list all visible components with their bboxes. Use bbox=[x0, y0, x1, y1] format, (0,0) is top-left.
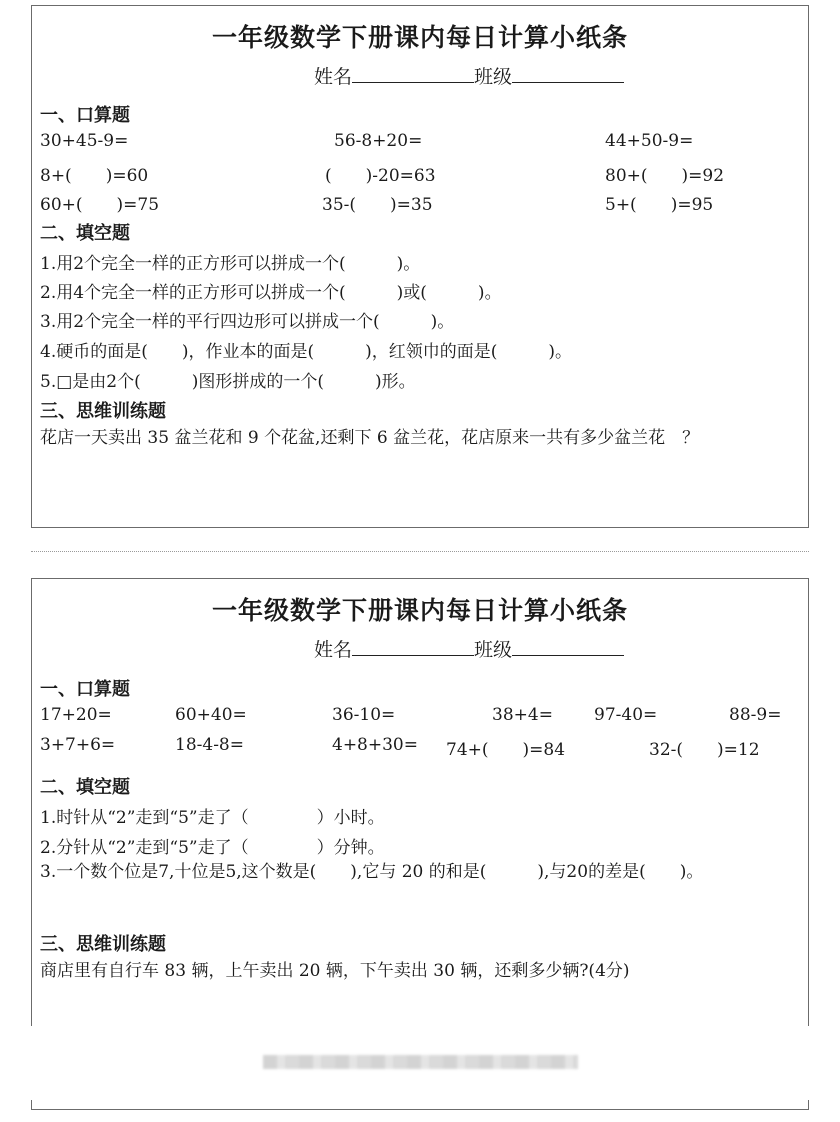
oral-item: 36-10= bbox=[332, 705, 396, 725]
oral-item: 60+40= bbox=[175, 705, 247, 725]
section-heading-thinking: 三、思维训练题 bbox=[40, 934, 166, 955]
fill-item: 2.分针从“2”走到“5”走了（ ）分钟。 bbox=[40, 838, 385, 858]
section-heading-fill: 二、填空题 bbox=[40, 223, 130, 244]
oral-item: 5+( )=95 bbox=[605, 195, 714, 215]
oral-item: 97-40= bbox=[594, 705, 658, 725]
fill-item: 3.用2个完全一样的平行四边形可以拼成一个( )。 bbox=[40, 312, 455, 332]
oral-item: 44+50-9= bbox=[605, 131, 694, 151]
fill-item: 1.用2个完全一样的正方形可以拼成一个( )。 bbox=[40, 254, 421, 274]
page-title: 一年级数学下册课内每日计算小纸条 bbox=[211, 596, 628, 625]
section-heading-oral: 一、口算题 bbox=[40, 105, 130, 126]
oral-item: 80+( )=92 bbox=[605, 166, 725, 186]
name-label: 姓名 bbox=[314, 66, 353, 88]
class-blank[interactable] bbox=[512, 635, 624, 656]
thinking-question: 花店一天卖出 35 盆兰花和 9 个花盆,还剩下 6 盆兰花，花店原来一共有多少盆兰花 ？ bbox=[40, 428, 700, 448]
oral-item: 38+4= bbox=[492, 705, 553, 725]
name-label: 姓名 bbox=[314, 639, 353, 661]
fill-item: 1.时针从“2”走到“5”走了（ ）小时。 bbox=[40, 808, 385, 828]
section-heading-thinking: 三、思维训练题 bbox=[40, 401, 166, 422]
section-heading-fill: 二、填空题 bbox=[40, 777, 130, 798]
oral-item: 8+( )=60 bbox=[40, 166, 149, 186]
oral-item: 88-9= bbox=[729, 705, 782, 725]
class-label: 班级 bbox=[474, 66, 513, 88]
class-blank[interactable] bbox=[512, 62, 624, 83]
oral-item: 56-8+20= bbox=[334, 131, 423, 151]
oral-item: 35-( )=35 bbox=[322, 195, 433, 215]
worksheet-2 bbox=[31, 578, 809, 1026]
bottom-border bbox=[31, 1109, 809, 1110]
oral-item: 32-( )=12 bbox=[649, 740, 760, 760]
oral-item: 17+20= bbox=[40, 705, 112, 725]
oral-item: 18-4-8= bbox=[175, 735, 244, 755]
oral-item: 74+( )=84 bbox=[446, 740, 566, 760]
fill-item: 5.□是由2个( )图形拼成的一个( )形。 bbox=[40, 372, 416, 392]
name-blank[interactable] bbox=[352, 635, 474, 656]
page-title: 一年级数学下册课内每日计算小纸条 bbox=[211, 23, 628, 52]
oral-item: ( )-20=63 bbox=[325, 166, 436, 186]
oral-item: 60+( )=75 bbox=[40, 195, 160, 215]
name-blank[interactable] bbox=[352, 62, 474, 83]
cut-line bbox=[31, 551, 809, 552]
oral-item: 30+45-9= bbox=[40, 131, 129, 151]
worksheet-1 bbox=[31, 5, 809, 528]
fill-item: 3.一个数个位是7,十位是5,这个数是( ),它与 20 的和是( ),与20的差是( )。 bbox=[40, 862, 704, 882]
name-class-line bbox=[314, 635, 624, 662]
oral-item: 4+8+30= bbox=[332, 735, 418, 755]
section-heading-oral: 一、口算题 bbox=[40, 679, 130, 700]
fill-item: 2.用4个完全一样的正方形可以拼成一个( )或( )。 bbox=[40, 283, 502, 303]
class-label: 班级 bbox=[474, 639, 513, 661]
fill-item: 4.硬币的面是( )，作业本的面是( )，红领巾的面是( )。 bbox=[40, 342, 573, 362]
thinking-question: 商店里有自行车 83 辆，上午卖出 20 辆，下午卖出 30 辆，还剩多少辆?(4分) bbox=[40, 961, 630, 981]
name-class-line bbox=[314, 62, 624, 89]
oral-item: 3+7+6= bbox=[40, 735, 116, 755]
blurred-watermark bbox=[263, 1055, 578, 1069]
